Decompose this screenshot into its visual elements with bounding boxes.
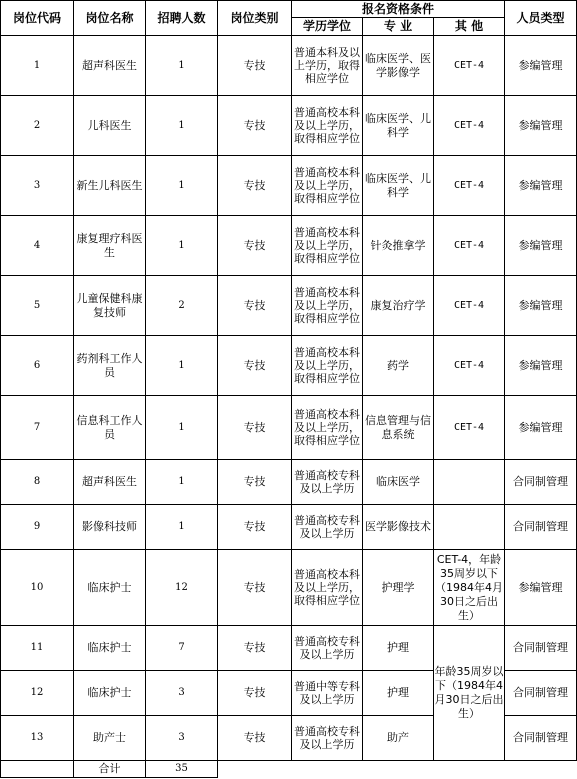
count-cell: 3 (146, 716, 218, 761)
code-cell: 8 (1, 460, 74, 505)
header-other: 其 他 (434, 18, 505, 36)
other-cell (434, 505, 505, 550)
major-cell: 临床医学、儿科学 (363, 96, 434, 156)
staff-type-cell: 参编管理 (505, 336, 577, 396)
table-row (1, 396, 577, 460)
category-cell: 专技 (218, 156, 292, 216)
other-cell: CET-4 (434, 276, 505, 336)
other-cell: CET-4 (434, 396, 505, 460)
education-cell: 普通高校本科及以上学历，取得相应学位 (292, 396, 363, 460)
name-cell: 影像科技师 (74, 505, 146, 550)
staff-type-cell: 参编管理 (505, 276, 577, 336)
table-row (1, 626, 577, 671)
staff-type-cell: 合同制管理 (505, 505, 577, 550)
code-cell: 4 (1, 216, 74, 276)
staff-type-cell: 参编管理 (505, 156, 577, 216)
code-cell: 11 (1, 626, 74, 671)
education-cell: 普通高校本科及以上学历，取得相应学位 (292, 550, 363, 626)
category-cell: 专技 (218, 36, 292, 96)
other-cell: CET-4 (434, 96, 505, 156)
code-cell: 1 (1, 36, 74, 96)
category-cell: 专技 (218, 626, 292, 671)
header-education: 学历学位 (292, 18, 363, 36)
education-cell: 普通本科及以上学历，取得相应学位 (292, 36, 363, 96)
table-row (1, 550, 577, 626)
name-cell: 超声科医生 (74, 36, 146, 96)
education-cell: 普通高校专科及以上学历 (292, 505, 363, 550)
header-code: 岗位代码 (1, 1, 74, 36)
count-cell: 12 (146, 550, 218, 626)
staff-type-cell: 参编管理 (505, 396, 577, 460)
name-cell: 儿科医生 (74, 96, 146, 156)
count-cell: 7 (146, 626, 218, 671)
code-cell: 2 (1, 96, 74, 156)
count-cell: 1 (146, 216, 218, 276)
header-staff-type: 人员类型 (505, 1, 577, 36)
header-qualification: 报名资格条件 (292, 1, 505, 18)
other-cell: CET-4 (434, 36, 505, 96)
code-cell: 10 (1, 550, 74, 626)
name-cell: 助产士 (74, 716, 146, 761)
total-spacer (1, 761, 74, 778)
code-cell: 12 (1, 671, 74, 716)
name-cell: 临床护士 (74, 626, 146, 671)
header-name: 岗位名称 (74, 1, 146, 36)
other-cell: CET-4 (434, 336, 505, 396)
category-cell: 专技 (218, 96, 292, 156)
other-cell: CET-4 (434, 156, 505, 216)
category-cell: 专技 (218, 396, 292, 460)
major-cell: 助产 (363, 716, 434, 761)
total-row (1, 761, 577, 778)
major-cell: 临床医学、儿科学 (363, 156, 434, 216)
count-cell: 3 (146, 671, 218, 716)
table-row (1, 276, 577, 336)
name-cell: 新生儿科医生 (74, 156, 146, 216)
name-cell: 药剂科工作人员 (74, 336, 146, 396)
count-cell: 1 (146, 336, 218, 396)
table-row (1, 505, 577, 550)
name-cell: 信息科工作人员 (74, 396, 146, 460)
header-category: 岗位类别 (218, 1, 292, 36)
table-row (1, 36, 577, 96)
header-count: 招聘人数 (146, 1, 218, 36)
count-cell: 1 (146, 505, 218, 550)
table-row (1, 96, 577, 156)
education-cell: 普通高校本科及以上学历，取得相应学位 (292, 216, 363, 276)
count-cell: 1 (146, 36, 218, 96)
major-cell: 临床医学 (363, 460, 434, 505)
count-cell: 1 (146, 96, 218, 156)
category-cell: 专技 (218, 460, 292, 505)
name-cell: 康复理疗科医生 (74, 216, 146, 276)
other-cell (434, 460, 505, 505)
major-cell: 药学 (363, 336, 434, 396)
count-cell: 1 (146, 156, 218, 216)
other-cell: CET-4 (434, 216, 505, 276)
category-cell: 专技 (218, 716, 292, 761)
code-cell: 6 (1, 336, 74, 396)
name-cell: 超声科医生 (74, 460, 146, 505)
total-spacer (434, 761, 505, 778)
table-row (1, 216, 577, 276)
name-cell: 临床护士 (74, 671, 146, 716)
other-cell: CET-4，年龄35周岁以下（1984年4月30日之后出生） (434, 550, 505, 626)
education-cell: 普通高校本科及以上学历，取得相应学位 (292, 156, 363, 216)
staff-type-cell: 参编管理 (505, 216, 577, 276)
category-cell: 专技 (218, 276, 292, 336)
education-cell: 普通高校专科及以上学历 (292, 460, 363, 505)
total-spacer (505, 761, 577, 778)
code-cell: 13 (1, 716, 74, 761)
education-cell: 普通高校专科及以上学历 (292, 716, 363, 761)
major-cell: 针灸推拿学 (363, 216, 434, 276)
category-cell: 专技 (218, 505, 292, 550)
staff-type-cell: 参编管理 (505, 36, 577, 96)
major-cell: 护理 (363, 671, 434, 716)
total-spacer (218, 761, 292, 778)
major-cell: 医学影像技术 (363, 505, 434, 550)
count-cell: 2 (146, 276, 218, 336)
staff-type-cell: 参编管理 (505, 96, 577, 156)
total-spacer (363, 761, 434, 778)
name-cell: 儿童保健科康复技师 (74, 276, 146, 336)
code-cell: 9 (1, 505, 74, 550)
category-cell: 专技 (218, 216, 292, 276)
education-cell: 普通高校本科及以上学历，取得相应学位 (292, 96, 363, 156)
count-cell: 1 (146, 460, 218, 505)
major-cell: 信息管理与信息系统 (363, 396, 434, 460)
category-cell: 专技 (218, 550, 292, 626)
code-cell: 5 (1, 276, 74, 336)
staff-type-cell: 合同制管理 (505, 671, 577, 716)
major-cell: 护理 (363, 626, 434, 671)
name-cell: 临床护士 (74, 550, 146, 626)
count-cell: 1 (146, 396, 218, 460)
education-cell: 普通高校本科及以上学历，取得相应学位 (292, 276, 363, 336)
table-row (1, 460, 577, 505)
staff-type-cell: 合同制管理 (505, 460, 577, 505)
staff-type-cell: 合同制管理 (505, 716, 577, 761)
major-cell: 护理学 (363, 550, 434, 626)
code-cell: 7 (1, 396, 74, 460)
header-major: 专 业 (363, 18, 434, 36)
shared-other-cell: 年龄35周岁以下（1984年4月30日之后出生） (434, 626, 505, 761)
total-label: 合计 (74, 761, 146, 778)
total-spacer (292, 761, 363, 778)
education-cell: 普通中等专科及以上学历 (292, 671, 363, 716)
category-cell: 专技 (218, 336, 292, 396)
major-cell: 康复治疗学 (363, 276, 434, 336)
staff-type-cell: 合同制管理 (505, 626, 577, 671)
table-row (1, 156, 577, 216)
category-cell: 专技 (218, 671, 292, 716)
major-cell: 临床医学、医学影像学 (363, 36, 434, 96)
table-row (1, 336, 577, 396)
staff-type-cell: 参编管理 (505, 550, 577, 626)
code-cell: 3 (1, 156, 74, 216)
education-cell: 普通高校本科及以上学历，取得相应学位 (292, 336, 363, 396)
education-cell: 普通高校专科及以上学历 (292, 626, 363, 671)
total-count: 35 (146, 761, 218, 778)
